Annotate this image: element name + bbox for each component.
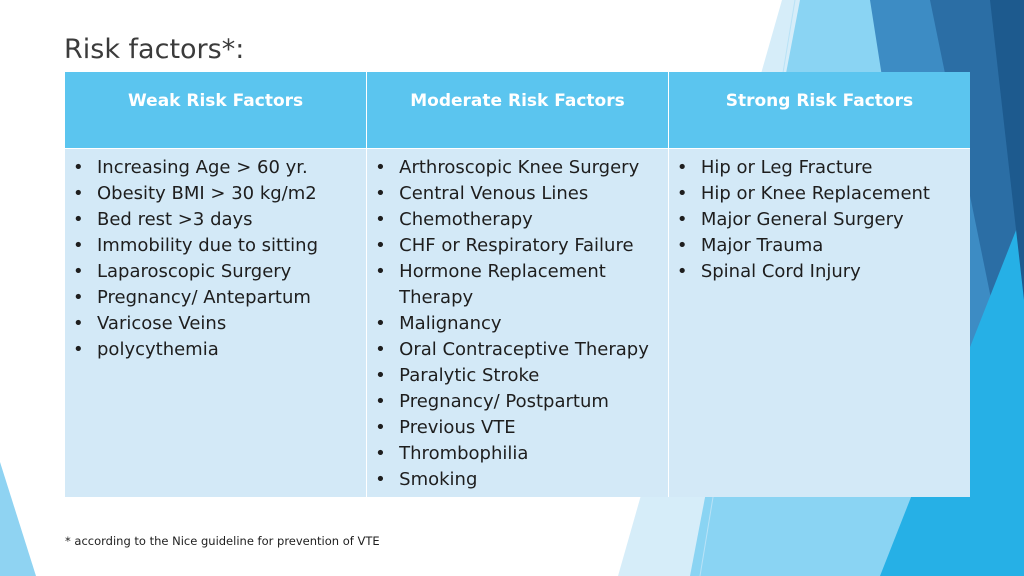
risk-item-text: Bed rest >3 days <box>97 209 253 230</box>
bullet-icon: • <box>375 235 386 256</box>
table-header-row <box>65 72 970 149</box>
weak-risk-list <box>73 155 360 363</box>
bullet-icon: • <box>375 209 386 230</box>
risk-item-text: polycythemia <box>97 339 219 360</box>
risk-item-text: Central Venous Lines <box>399 183 589 204</box>
footnote: * according to the Nice guideline for prevention of VTE <box>65 534 380 548</box>
risk-item <box>375 181 662 207</box>
bullet-icon: • <box>375 157 386 178</box>
risk-item-text: Varicose Veins <box>97 313 227 334</box>
strong-risk-list <box>677 155 964 285</box>
risk-item <box>73 337 360 363</box>
risk-item-text: Oral Contraceptive Therapy <box>399 339 649 360</box>
risk-item <box>73 155 360 181</box>
risk-item <box>375 363 662 389</box>
bullet-icon: • <box>73 157 84 178</box>
risk-item <box>73 311 360 337</box>
risk-item-text: Malignancy <box>399 313 502 334</box>
bullet-icon: • <box>375 417 386 438</box>
risk-item <box>375 311 662 337</box>
left-facet <box>0 462 36 576</box>
table-body-row <box>65 149 970 498</box>
header-strong-risk-factors: Strong Risk Factors <box>668 72 970 149</box>
risk-item <box>375 389 662 415</box>
bullet-icon: • <box>73 235 84 256</box>
risk-item-text: Smoking <box>399 469 478 490</box>
risk-item <box>375 337 662 363</box>
risk-item-text: Thrombophilia <box>399 443 529 464</box>
bullet-icon: • <box>73 287 84 308</box>
bullet-icon: • <box>375 313 386 334</box>
bullet-icon: • <box>73 209 84 230</box>
bullet-icon: • <box>73 261 84 282</box>
risk-item <box>73 181 360 207</box>
risk-item <box>375 467 662 493</box>
risk-item-text: Obesity BMI > 30 kg/m2 <box>97 183 317 204</box>
bullet-icon: • <box>375 261 386 282</box>
risk-item <box>375 155 662 181</box>
bullet-icon: • <box>375 391 386 412</box>
risk-item-text: Increasing Age > 60 yr. <box>97 157 308 178</box>
risk-item-text: Previous VTE <box>399 417 516 438</box>
risk-item <box>375 207 662 233</box>
risk-item <box>375 259 662 311</box>
risk-item <box>677 181 964 207</box>
slide-title: Risk factors*: <box>64 34 245 65</box>
bullet-icon: • <box>676 261 688 282</box>
risk-item-text: Hip or Knee Replacement <box>700 183 930 204</box>
bullet-icon: • <box>676 235 688 256</box>
bullet-icon: • <box>375 469 386 490</box>
risk-item-text: Laparoscopic Surgery <box>97 261 292 282</box>
risk-item <box>73 285 360 311</box>
risk-item-text: Pregnancy/ Postpartum <box>399 391 609 412</box>
risk-item-text: Pregnancy/ Antepartum <box>97 287 311 308</box>
risk-item-text: Immobility due to sitting <box>97 235 319 256</box>
risk-item-text: Chemotherapy <box>399 209 533 230</box>
bullet-icon: • <box>375 183 386 204</box>
risk-item-text: CHF or Respiratory Failure <box>399 235 634 256</box>
risk-item <box>677 233 964 259</box>
header-moderate-risk-factors: Moderate Risk Factors <box>367 72 669 149</box>
bullet-icon: • <box>375 339 386 360</box>
bullet-icon: • <box>73 183 84 204</box>
risk-item-text: Spinal Cord Injury <box>700 261 861 282</box>
risk-item <box>677 155 964 181</box>
risk-item-text: Major Trauma <box>700 235 824 256</box>
cell-moderate-risk-factors <box>367 149 669 498</box>
cell-weak-risk-factors <box>65 149 367 498</box>
bullet-icon: • <box>676 157 688 178</box>
bullet-icon: • <box>375 443 386 464</box>
bullet-icon: • <box>375 365 386 386</box>
risk-item <box>375 233 662 259</box>
risk-item <box>73 207 360 233</box>
risk-item-text: Hip or Leg Fracture <box>700 157 873 178</box>
cell-strong-risk-factors <box>668 149 970 498</box>
bullet-icon: • <box>676 183 688 204</box>
risk-factors-table <box>65 72 970 497</box>
header-weak-risk-factors: Weak Risk Factors <box>65 72 367 149</box>
bullet-icon: • <box>73 313 84 334</box>
risk-item <box>677 259 964 285</box>
risk-item-text: Hormone Replacement Therapy <box>399 261 606 308</box>
risk-item <box>375 415 662 441</box>
risk-item <box>73 259 360 285</box>
risk-item-text: Major General Surgery <box>700 209 904 230</box>
bullet-icon: • <box>676 209 688 230</box>
risk-item-text: Paralytic Stroke <box>399 365 540 386</box>
moderate-risk-list <box>375 155 662 493</box>
risk-item <box>375 441 662 467</box>
risk-item-text: Arthroscopic Knee Surgery <box>399 157 640 178</box>
bullet-icon: • <box>73 339 84 360</box>
risk-item <box>73 233 360 259</box>
risk-item <box>677 207 964 233</box>
